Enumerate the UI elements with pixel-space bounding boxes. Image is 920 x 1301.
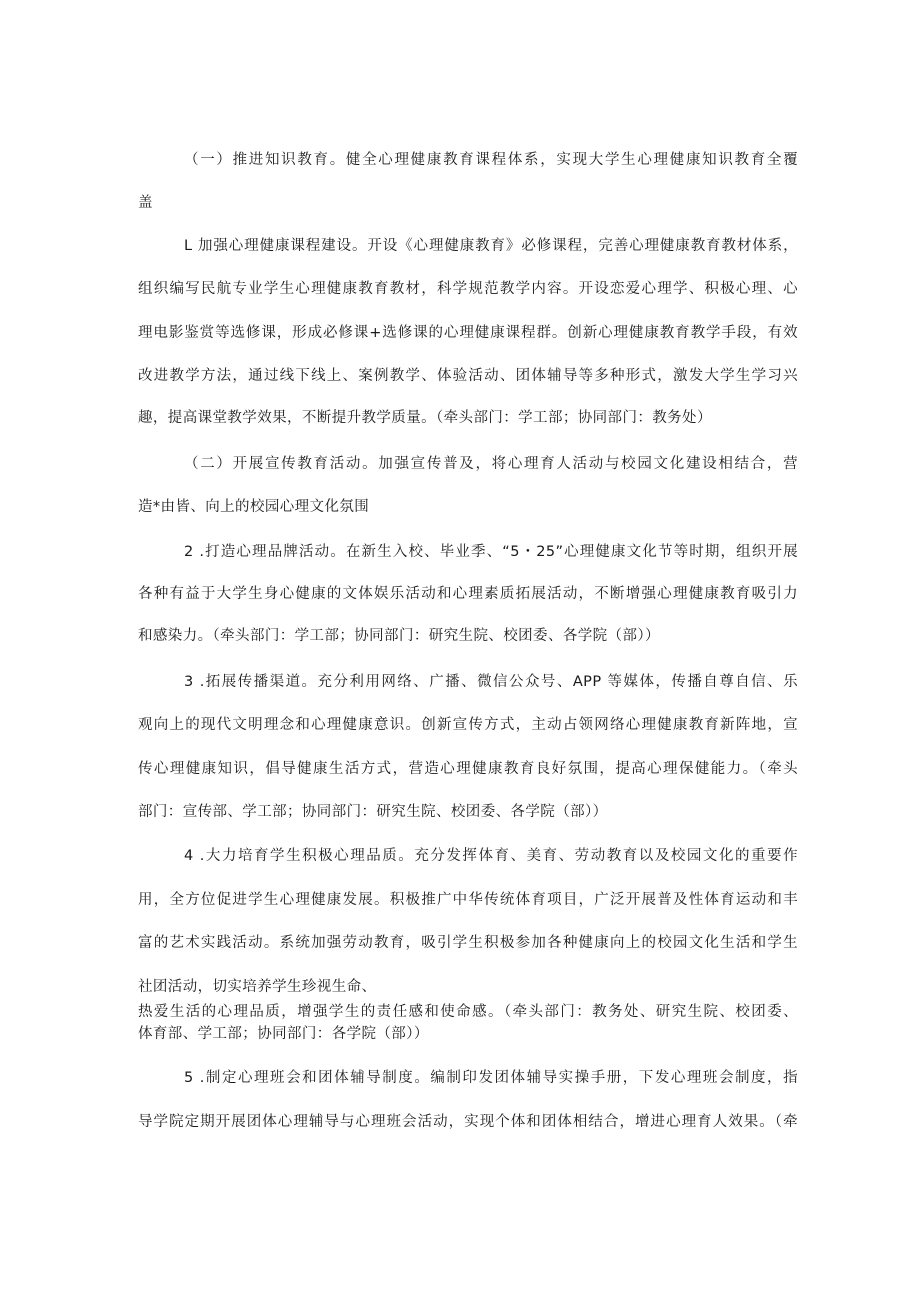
paragraph-1-line-2: 盖 [138,195,153,211]
paragraph-6-line-6: 体育部、学工部；协同部门：各学院（部）） [138,1026,429,1042]
paragraph-3-line-1: （二）开展宣传教育活动。加强宣传普及，将心理育人活动与校园文化建设相结合，营 [184,456,798,472]
paragraph-3-line-2: 造*由皆、向上的校园心理文化氛围 [138,499,370,515]
paragraph-4-line-2: 各种有益于大学生身心健康的文体娱乐活动和心理素质拓展活动，不断增强心理健康教育吸引力 [138,586,798,602]
paragraph-6-line-4: 社团活动，切实培养学生珍视生命、 [138,979,377,995]
paragraph-7-line-1: 5 .制定心理班会和团体辅导制度。编制印发团体辅导实操手册，下发心理班会制度，指 [184,1070,798,1086]
paragraph-2-line-2: 组织编写民航专业学生心理健康教育教材，科学规范教学内容。开设恋爱心理学、积极心理、心 [138,281,798,297]
paragraph-5-line-2: 观向上的现代文明理念和心理健康意识。创新宣传方式，主动占领网络心理健康教育新阵地，宣 [138,717,798,733]
paragraph-2-line-5: 趣，提高课堂教学效果，不断提升教学质量。（牵头部门：学工部；协同部门：教务处） [138,410,712,426]
paragraph-2-line-3: 理电影鉴赏等选修课，形成必修课+选修课的心理健康课程群。创新心理健康教育教学手段，有效 [138,325,798,341]
paragraph-6-line-1: 4 .大力培育学生积极心理品质。充分发挥体育、美育、劳动教育以及校园文化的重要作 [184,848,798,864]
paragraph-2-line-4: 改进教学方法，通过线下线上、案例教学、体验活动、团体辅导等多种形式，激发大学生学习兴 [138,368,798,384]
paragraph-6-line-5: 热爱生活的心理品质，增强学生的责任感和使命感。（牵头部门：教务处、研究生院、校团委、 [138,1004,798,1020]
paragraph-5-line-3: 传心理健康知识，倡导健康生活方式，营造心理健康教育良好氛围，提高心理保健能力。（牵头 [138,761,798,777]
paragraph-4-line-3: 和感染力。（牵头部门：学工部；协同部门：研究生院、校团委、各学院（部）） [138,628,660,644]
paragraph-4-line-1: 2 .打造心理品牌活动。在新生入校、毕业季、“5・25”心理健康文化节等时期，组织开展 [184,544,798,560]
paragraph-5-line-1: 3 .拓展传播渠道。充分利用网络、广播、微信公众号、APP 等媒体，传播自尊自信、乐 [184,674,798,690]
paragraph-6-line-3: 富的艺术实践活动。系统加强劳动教育，吸引学生积极参加各种健康向上的校园文化生活和学生 [138,935,798,951]
paragraph-2-line-1: L 加强心理健康课程建设。开设《心理健康教育》必修课程，完善心理健康教育教材体系， [184,238,798,254]
paragraph-1-line-1: （一）推进知识教育。健全心理健康教育课程体系，实现大学生心理健康知识教育全覆 [184,152,798,168]
paragraph-7-line-2: 导学院定期开展团体心理辅导与心理班会活动，实现个体和团体相结合，增进心理育人效果。（牵 [138,1114,798,1130]
paragraph-5-line-4: 部门：宣传部、学工部；协同部门：研究生院、校团委、各学院（部）） [138,804,608,820]
paragraph-6-line-2: 用，全方位促进学生心理健康发展。积极推广中华传统体育项目，广泛开展普及性体育运动和丰 [138,892,798,908]
